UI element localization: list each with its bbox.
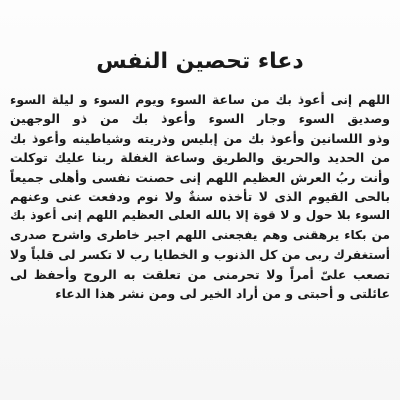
text-line: السوء بلا حول و لا قوة إلا بالله العلى العظيم اللهم إنى أعوذ بك xyxy=(10,208,390,223)
document-title: دعاء تحصين النفس xyxy=(96,49,304,74)
text-line: وذو اللسانين وأعوذ بك من إبليس وذريته وشياطينه وأعوذ بك xyxy=(10,130,390,146)
text-line: من الحديد والحريق والطريق وساعة الغفلة ربنا عليك توكلت xyxy=(10,150,390,166)
document-body xyxy=(10,90,390,303)
text-line: بالحى القيوم الذى لا تأخذه سنةٌ ولا نوم ودفعت عنى وعنهم xyxy=(10,188,390,204)
text-line: تصعب علىّ أمراً ولا تحرمنى من تعلقت به الروح وأحفظ لى xyxy=(10,266,390,282)
text-line: أستغفرك ربى من كل الذنوب و الخطايا رب لا تكسر لى قلباً ولا xyxy=(10,247,390,263)
text-line: من بكاء يرهقنى وهم يفجعنى اللهم اجبر خاطرى واشرح صدرى xyxy=(10,227,390,242)
text-line: عائلتى و أحبتى و من أراد الخير لى ومن نشر هذا الدعاء xyxy=(55,285,390,301)
text-line: اللهم إنى أعوذ بك من ساعة السوء ويوم السوء و ليلة السوء xyxy=(10,92,390,107)
text-line: وأنت ربُ العرش العظيم اللهم إنى حصنت نفسى وأهلى جميعاً xyxy=(10,169,390,185)
text-line: وصديق السوء وجار السوء وأعوذ بك من ذو الوجهين xyxy=(10,111,390,127)
